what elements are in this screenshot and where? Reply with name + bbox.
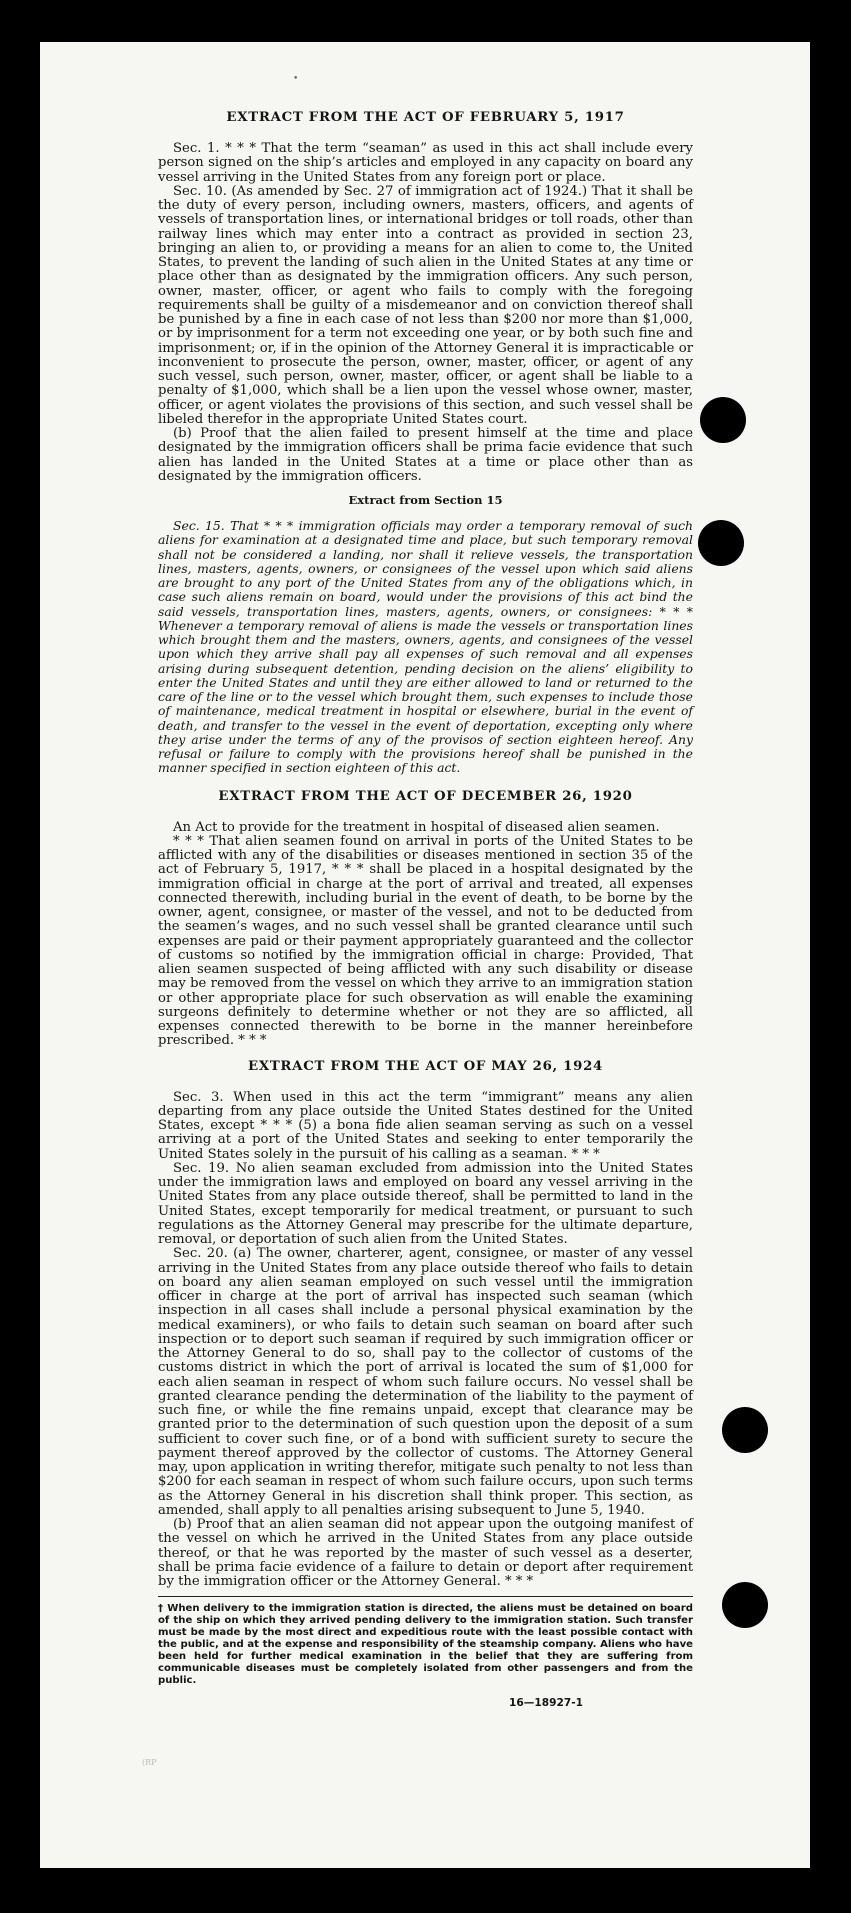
paragraph-sec-10-b: (b) Proof that the alien failed to present himself at the time and place designated by the immigration officers shall be prima facie evidence that such alien has landed in the United States at a time or place other than as designated by the immigration officers. [158, 426, 693, 484]
footnote-rule [158, 1596, 693, 1597]
paragraph-sec-1: Sec. 1. * * * That the term “seaman” as used in this act shall include every person signed on the ship’s articles and employed in any capacity on board any vessel arriving in the United States from any foreign port or place. [158, 141, 693, 185]
paragraph-sec-10: Sec. 10. (As amended by Sec. 27 of immigration act of 1924.) That it shall be the duty of every person, including owners, masters, officers, and agents of vessels of transportation lines, or international bridges or toll roads, other than railway lines which may enter into a contract as provided in section 23, bringing an alien to, or providing a means for an alien to come to, the United States, to prevent the landing of such alien in the United States at any time or place other than as designated by the immigration officers. Any such person, owner, master, officer, or agent who fails to comply with the foregoing requirements shall be guilty of a misdemeanor and on conviction thereof shall be punished by a fine in each case of not less than $200 nor more than $1,000, or by imprisonment for a term not exceeding one year, or by both such fine and imprisonment; or, if in the opinion of the Attorney General it is impracticable or inconvenient to prosecute the person, owner, master, officer, or agent of any such vessel, such person, owner, master, officer, or agent shall be liable to a penalty of $1,000, which shall be a lien upon the vessel whose owner, master, officer, or agent violates the provisions of this section, and such vessel shall be libeled therefor in the appropriate United States court. [158, 183, 693, 427]
punch-hole [722, 1582, 768, 1628]
subheading-section-15: Extract from Section 15 [348, 493, 503, 507]
paragraph-act-title: An Act to provide for the treatment in hospital of diseased alien seamen. [173, 819, 660, 835]
paragraph-sec-3: Sec. 3. When used in this act the term “immigrant” means any alien departing from any place outside the United States destined for the United States, except * * * (5) a bona fide alien seaman serving as such on a vessel arriving at a port of the United States and seeking to enter temporarily the United States solely in the pursuit of his calling as a seaman. * * * [158, 1089, 693, 1162]
punch-hole [698, 520, 744, 566]
heading-act-1917: EXTRACT FROM THE ACT OF FEBRUARY 5, 1917 [226, 110, 625, 125]
document-body [158, 110, 693, 1709]
heading-act-1924: EXTRACT FROM THE ACT OF MAY 26, 1924 [247, 1058, 603, 1074]
form-code: 16—18927-1 [509, 1696, 583, 1709]
paragraph-sec-20-b: (b) Proof that an alien seaman did not appear upon the outgoing manifest of the vessel on which he arrived in the United States from any place outside thereof, or that he was reported by the master of such vessel as a deserter, shall be prima facie evidence of a failure to detain or deport after requirement by the immigration officer or the Attorney General. * * * [158, 1517, 693, 1589]
bottom-margin-mark: (RP [142, 1758, 157, 1767]
paragraph-sec-15: Sec. 15. That * * * immigration officials may order a temporary removal of such aliens for examination at a designated time and place, but such temporary removal shall not be considered a landing, nor shall it relieve vessels, the transportation lines, masters, agents, owners, or consignees of the vessel upon which said aliens are brought to any port of the United States from any of the obligations which, in case such aliens remain on board, would under the provisions of this act bind the said vessels, transportation lines, masters, agents, owners, or consignees: * * * Whenever a temporary removal of aliens is made the vessels or transportation lines which brought them and the masters, owners, agents, and consignees of the vessel upon which they arrive shall pay all expenses of such removal and all expenses arising during subsequent detention, pending decision on the aliens’ eligibility to enter the United States and until they are either allowed to land or returned to the care of the line or to the vessel which brought them, such expenses to include those of maintenance, medical treatment in hospital or elsewhere, burial in the event of death, and transfer to the vessel in the event of deportation, excepting only where they arise under the terms of any of the provisos of section eighteen hereof. Any refusal or failure to comply with the provisions hereof shall be punished in the manner specified in section eighteen of this act. [158, 518, 693, 776]
paragraph-sec-19: Sec. 19. No alien seaman excluded from admission into the United States under the immigration laws and employed on board any vessel arriving in the United States from any place outside thereof, shall be permitted to land in the United States, except temporarily for medical treatment, or pursuant to such regulations as the Attorney General may prescribe for the ultimate departure, removal, or deportation of such alien from the United States. [158, 1160, 693, 1247]
paragraph-sec-20-a: Sec. 20. (a) The owner, charterer, agent, consignee, or master of any vessel arriving in the United States from any place outside thereof who fails to detain on board any alien seaman employed on such vessel until the immigration officer in charge at the port of arrival has inspected such seaman (which inspection in all cases shall include a personal physical examination by the medical examiners), or who fails to detain such seaman on board after such inspection or to deport such seaman if required by such immigration officer or the Attorney General to do so, shall pay to the collector of customs of the customs district in which the port of arrival is located the sum of $1,000 for each alien seaman in respect of whom such failure occurs. No vessel shall be granted clearance pending the determination of the liability to the payment of such fine, or while the fine remains unpaid, except that clearance may be granted prior to the determination of such question upon the deposit of a sum sufficient to cover such fine, or of a bond with sufficient surety to secure the payment thereof approved by the collector of customs. The Attorney General may, upon application in writing therefor, mitigate such penalty to not less than $200 for each seaman in respect of whom such failure occurs, upon such terms as the Attorney General in his discretion shall think proper. This section, as amended, shall apply to all penalties arising subsequent to June 5, 1940. [158, 1246, 693, 1518]
paragraph-act-1920: * * * That alien seamen found on arrival in ports of the United States to be afflicted with any of the disabilities or diseases mentioned in section 35 of the act of February 5, 1917, * * * shall be placed in a hospital designated by the immigration official in charge at the port of arrival and treated, all expenses connected therewith, including burial in the event of death, to be borne by the owner, agent, consignee, or master of the vessel, and not to be deducted from the seamen’s wages, and no such vessel shall be granted clearance until such expenses are paid or their payment appropriately guaranteed and the collector of customs so notified by the immigration official in charge: Provided, That alien seamen suspected of being afflicted with any such disability or disease may be removed from the vessel on which they arrive to an immigration station or other appropriate place for such observation as will enable the examining surgeons definitely to determine whether or not they are so afflicted, all expenses connected therewith to be borne in the manner hereinbefore prescribed. * * * [158, 833, 693, 1049]
document-page [40, 42, 810, 1868]
footnote: † When delivery to the immigration station is directed, the aliens must be detained on board of the ship on which they arrived pending delivery to the immigration station. Such transfer must be made by the most direct and expeditious route with the least possible contact with the public, and at the expense and responsibility of the steamship company. Aliens who have been held for further medical examination in the belief that they are suffering from communicable diseases must be completely isolated from other passengers and from the public. [158, 1603, 693, 1686]
punch-hole [722, 1407, 768, 1453]
margin-mark: • [293, 74, 299, 84]
punch-hole [700, 397, 746, 443]
heading-act-1920: EXTRACT FROM THE ACT OF DECEMBER 26, 1920 [218, 788, 633, 804]
